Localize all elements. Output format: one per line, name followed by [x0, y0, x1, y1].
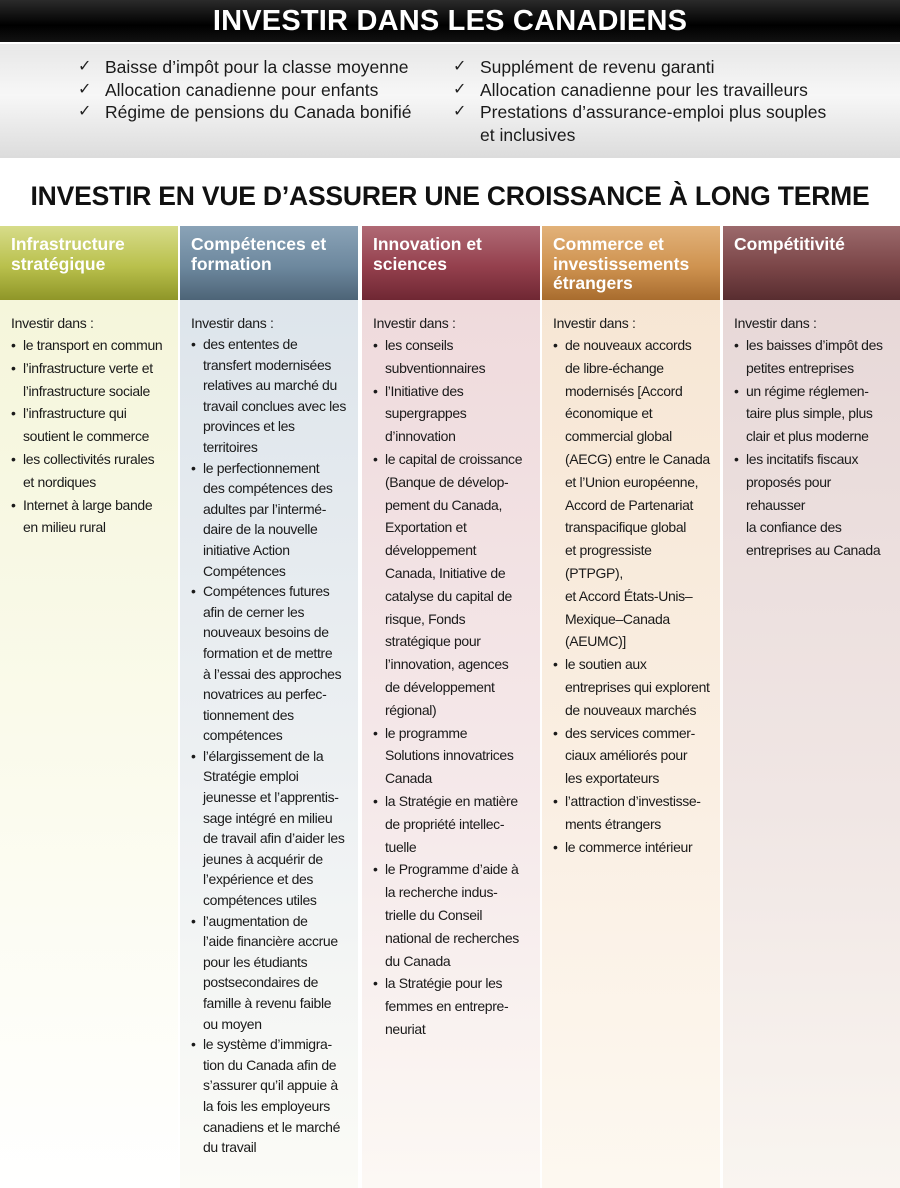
bullet-icon: •: [734, 382, 739, 399]
list-item: [553, 790, 710, 836]
pillar-list: [373, 334, 530, 1041]
list-item: [191, 334, 348, 458]
list-item-line: du Canada: [385, 952, 451, 969]
list-item-line: provinces et les: [203, 418, 295, 435]
list-item-line: clair et plus moderne: [746, 428, 869, 445]
bullet-icon: •: [553, 792, 558, 809]
list-item: [373, 790, 530, 858]
checklist-item: ✓ Régime de pensions du Canada bonifié: [78, 102, 412, 122]
list-item-line: la fois les employeurs: [203, 1097, 330, 1114]
list-item-line: (Banque de dévelop-: [385, 473, 509, 490]
list-item-line: (AECG) entre le Canada: [565, 450, 710, 467]
list-item-line: de propriété intellec-: [385, 815, 505, 832]
list-item-line: l’Initiative des: [385, 382, 464, 399]
list-item-line: l’élargissement de la: [203, 747, 324, 764]
list-item-line: les incitatifs fiscaux: [746, 450, 859, 467]
pillar-intro: Investir dans :: [553, 315, 636, 331]
bullet-icon: •: [191, 912, 196, 929]
list-item-line: l’infrastructure sociale: [23, 382, 150, 399]
pillar-header: [0, 226, 178, 300]
checkmark-icon: ✓: [453, 58, 467, 75]
list-item-line: afin de cerner les: [203, 603, 305, 620]
bullet-icon: •: [373, 382, 378, 399]
checklist-right: [453, 56, 848, 146]
list-item: [11, 494, 168, 540]
list-item-line: les baisses d’impôt des: [746, 337, 883, 353]
list-item-line: un régime réglemen-: [746, 382, 869, 399]
list-item: [553, 653, 710, 721]
list-item-line: jeunes à acquérir de: [203, 850, 323, 867]
checklist-item: ✓ Prestations d’assurance-emploi plus souples et inclusives: [453, 102, 827, 145]
list-item-line: et nordiques: [23, 473, 96, 490]
list-item-line: Canada, Initiative de: [385, 564, 506, 581]
list-item-line: tuelle: [385, 838, 417, 855]
list-item-line: tionnement des: [203, 706, 294, 723]
list-item-line: subventionnaires: [385, 359, 486, 376]
bullet-icon: •: [191, 336, 196, 352]
list-item-line: de nouveaux accords: [565, 337, 692, 353]
list-item-line: entreprises qui explorent: [565, 678, 710, 695]
list-item-line: économique et: [565, 405, 653, 422]
list-item-line: des compétences des: [203, 480, 333, 497]
list-item: [11, 402, 168, 448]
bullet-icon: •: [11, 496, 16, 513]
list-item: [373, 448, 530, 722]
list-item-line: l’aide financière accrue: [203, 933, 338, 950]
list-item-line: pour les étudiants: [203, 953, 308, 970]
list-item-line: petites entreprises: [746, 359, 854, 376]
list-item-line: territoires: [203, 438, 258, 455]
list-item-line: développement: [385, 542, 477, 559]
list-item: [11, 357, 168, 403]
list-item-line: en milieu rural: [23, 519, 106, 536]
pillar-header: [723, 226, 900, 300]
pillar-intro: Investir dans :: [373, 315, 456, 331]
bullet-icon: •: [373, 975, 378, 992]
list-item-line: compétences: [203, 727, 283, 744]
bullet-icon: •: [191, 459, 196, 476]
list-item: [11, 334, 168, 357]
pillar-intro: Investir dans :: [734, 315, 817, 331]
list-item-line: d’innovation: [385, 428, 456, 445]
bullet-icon: •: [373, 337, 378, 353]
list-item-line: catalyse du capital de: [385, 587, 512, 604]
list-item-line: travail conclues avec les: [203, 397, 346, 414]
bullet-icon: •: [11, 405, 16, 422]
pillar-body: [542, 300, 720, 858]
list-item-line: le soutien aux: [565, 656, 647, 673]
pillar-header: [180, 226, 358, 300]
list-item: [191, 581, 348, 746]
checklist-item: ✓ Baisse d’impôt pour la classe moyenne: [78, 57, 409, 77]
bullet-icon: •: [11, 359, 16, 376]
pillar-list: [11, 334, 168, 539]
pillar-title-line: investissements: [553, 253, 690, 274]
list-item-line: l’expérience et des: [203, 871, 314, 888]
list-item-line: modernisés [Accord: [565, 382, 683, 399]
list-item-line: de travail afin d’aider les: [203, 830, 345, 847]
list-item-line: de libre-échange: [565, 359, 664, 376]
list-item: [191, 458, 348, 582]
pillar-intro: Investir dans :: [11, 315, 94, 331]
pillar-infrastructure: [0, 226, 178, 1188]
list-item-line: la Stratégie pour les: [385, 975, 503, 992]
checkmark-icon: ✓: [78, 103, 92, 120]
pillar-competitivite: [723, 226, 900, 1188]
list-item: [734, 448, 890, 562]
pillar-title-line: Compétences et: [191, 234, 327, 254]
list-item-line: postsecondaires de: [203, 974, 319, 991]
list-item-line: daire de la nouvelle: [203, 521, 318, 538]
bullet-icon: •: [734, 450, 739, 467]
list-item-line: des services commer-: [565, 724, 695, 741]
list-item: [553, 334, 710, 653]
list-item: [373, 722, 530, 790]
list-item-line: s’assurer qu’il appuie à: [203, 1077, 338, 1094]
list-item-line: l’infrastructure verte et: [23, 359, 153, 376]
bullet-icon: •: [191, 747, 196, 764]
pillar-competences: [180, 226, 358, 1188]
checkmark-icon: ✓: [453, 103, 467, 120]
pillar-title-line: Commerce et: [553, 234, 664, 254]
list-item-line: novatrices au perfec-: [203, 686, 327, 703]
pillar-body: [723, 300, 900, 562]
pillar-title-line: formation: [191, 253, 272, 274]
checkmark-icon: ✓: [453, 80, 467, 98]
checklist-left: [78, 56, 438, 124]
list-item-line: taire plus simple, plus: [746, 405, 873, 422]
list-item-line: trielle du Conseil: [385, 906, 483, 923]
list-item: [553, 836, 710, 859]
list-item-line: les exportateurs: [565, 770, 660, 787]
list-item-line: commercial global: [565, 428, 672, 445]
pillar-header: [542, 226, 720, 300]
bullet-icon: •: [373, 792, 378, 809]
list-item-line: l’innovation, agences: [385, 656, 509, 673]
list-item-line: Exportation et: [385, 519, 467, 536]
section-subtitle: INVESTIR EN VUE D’ASSURER UNE CROISSANCE À LONG TERME: [30, 181, 870, 211]
list-item-line: les collectivités rurales: [23, 450, 155, 467]
list-item-line: femmes en entrepre-: [385, 998, 509, 1015]
bullet-icon: •: [553, 838, 558, 855]
pillar-title-line: sciences: [373, 253, 447, 274]
pillar-body: [180, 300, 358, 1158]
list-item: [373, 972, 530, 1040]
list-item-line: l’augmentation de: [203, 912, 308, 929]
list-item-line: la Stratégie en matière: [385, 792, 518, 809]
list-item-line: des ententes de: [203, 336, 298, 352]
list-item-line: jeunesse et l’apprentis-: [203, 789, 339, 806]
list-item: [191, 1034, 348, 1158]
list-item-line: l’attraction d’investisse-: [565, 792, 701, 809]
checklist-item: ✓ Allocation canadienne pour enfants: [78, 79, 379, 100]
list-item: [373, 334, 530, 380]
bullet-icon: •: [11, 337, 16, 353]
list-item-line: et progressiste (PTPGP),: [565, 542, 652, 581]
pillar-innovation: [362, 226, 540, 1188]
list-item-line: entreprises au Canada: [746, 542, 881, 559]
list-item-line: formation et de mettre: [203, 644, 333, 661]
list-item-line: transfert modernisées: [203, 356, 332, 373]
pillar-title-line: Infrastructure: [11, 234, 125, 254]
list-item-line: Stratégie emploi: [203, 768, 299, 785]
list-item: [553, 722, 710, 790]
pillar-title-line: Compétitivité: [734, 234, 845, 254]
bullet-icon: •: [373, 724, 378, 741]
list-item-line: pement du Canada,: [385, 496, 503, 513]
pillar-body: [362, 300, 540, 1041]
list-item-line: Canada: [385, 770, 432, 787]
list-item-line: et Accord États-Unis–: [565, 587, 693, 604]
list-item-line: compétences utiles: [203, 892, 317, 909]
checklist-panel: [0, 44, 900, 158]
pillar-list: [553, 334, 710, 858]
list-item-line: famille à revenu faible: [203, 995, 332, 1011]
list-item-line: ments étrangers: [565, 815, 661, 832]
pillar-title-line: Innovation et: [373, 234, 482, 254]
bullet-icon: •: [553, 724, 558, 741]
list-item-line: à l’essai des approches: [203, 665, 342, 682]
main-title-banner: [0, 0, 900, 42]
list-item-line: l’infrastructure qui: [23, 405, 127, 422]
list-item: [191, 746, 348, 911]
list-item-line: le capital de croissance: [385, 450, 523, 467]
list-item-line: le Programme d’aide à: [385, 861, 519, 878]
pillar-list: [734, 334, 890, 562]
list-item-line: le transport en commun: [23, 337, 163, 353]
bullet-icon: •: [373, 861, 378, 878]
list-item-line: adultes par l’intermé-: [203, 500, 327, 517]
checklist-item: ✓ Allocation canadienne pour les travailleurs: [453, 79, 808, 100]
list-item-line: soutient le commerce: [23, 428, 150, 445]
list-item-line: le perfectionnement: [203, 459, 320, 476]
list-item-line: les conseils: [385, 337, 454, 353]
main-title: INVESTIR DANS LES CANADIENS: [212, 5, 688, 37]
bullet-icon: •: [734, 337, 739, 353]
list-item-line: du travail: [203, 1139, 257, 1156]
list-item-line: relatives au marché du: [203, 377, 337, 394]
list-item-line: Mexique–Canada: [565, 610, 670, 627]
bullet-icon: •: [553, 337, 558, 353]
bullet-icon: •: [191, 583, 196, 600]
pillar-intro: Investir dans :: [191, 315, 274, 331]
list-item-line: supergrappes: [385, 405, 467, 422]
pillar-body: [0, 300, 178, 539]
list-item: [734, 380, 890, 448]
pillar-list: [191, 334, 348, 1158]
list-item-line: de nouveaux marchés: [565, 701, 697, 718]
list-item-line: nouveaux besoins de: [203, 624, 329, 641]
list-item-line: sage intégré en milieu: [203, 809, 333, 826]
checkmark-icon: ✓: [78, 58, 92, 75]
list-item: [373, 858, 530, 972]
list-item-line: le programme: [385, 724, 468, 741]
list-item-line: ou moyen: [203, 1015, 262, 1032]
list-item-line: neuriat: [385, 1020, 426, 1037]
list-item-line: canadiens et le marché: [203, 1118, 341, 1135]
list-item-line: stratégique pour: [385, 633, 481, 650]
list-item: [373, 380, 530, 448]
pillar-title-line: étrangers: [553, 273, 633, 293]
bullet-icon: •: [191, 1036, 196, 1053]
pillar-title-line: stratégique: [11, 253, 106, 274]
pillar-header: [362, 226, 540, 300]
bullet-icon: •: [373, 450, 378, 467]
list-item-line: Compétences futures: [203, 583, 330, 600]
pillar-commerce: [542, 226, 720, 1188]
list-item: [191, 911, 348, 1035]
list-item-line: le système d’immigra-: [203, 1036, 332, 1053]
list-item: [11, 448, 168, 494]
list-item-line: de développement: [385, 678, 495, 695]
list-item-line: et l’Union européenne,: [565, 473, 699, 490]
list-item-line: Compétences: [203, 562, 286, 579]
list-item-line: Accord de Partenariat: [565, 496, 694, 513]
list-item-line: Internet à large bande: [23, 496, 153, 513]
list-item-line: risque, Fonds: [385, 610, 466, 627]
list-item-line: (AEUMC)]: [565, 633, 626, 650]
list-item-line: régional): [385, 701, 437, 718]
list-item-line: la confiance des: [746, 519, 842, 536]
list-item-line: national de recherches: [385, 929, 519, 946]
list-item-line: transpacifique global: [565, 519, 687, 536]
list-item-line: la recherche indus-: [385, 884, 498, 901]
list-item-line: initiative Action: [203, 541, 290, 558]
list-item: [734, 334, 890, 380]
list-item-line: tion du Canada afin de: [203, 1056, 337, 1073]
bullet-icon: •: [553, 656, 558, 673]
list-item-line: ciaux améliorés pour: [565, 747, 688, 764]
checklist-item: ✓ Supplément de revenu garanti: [453, 57, 715, 77]
list-item-line: le commerce intérieur: [565, 838, 693, 855]
checkmark-icon: ✓: [78, 80, 92, 98]
list-item-line: Solutions innovatrices: [385, 747, 514, 764]
bullet-icon: •: [11, 450, 16, 467]
list-item-line: proposés pour rehausser: [746, 473, 831, 513]
